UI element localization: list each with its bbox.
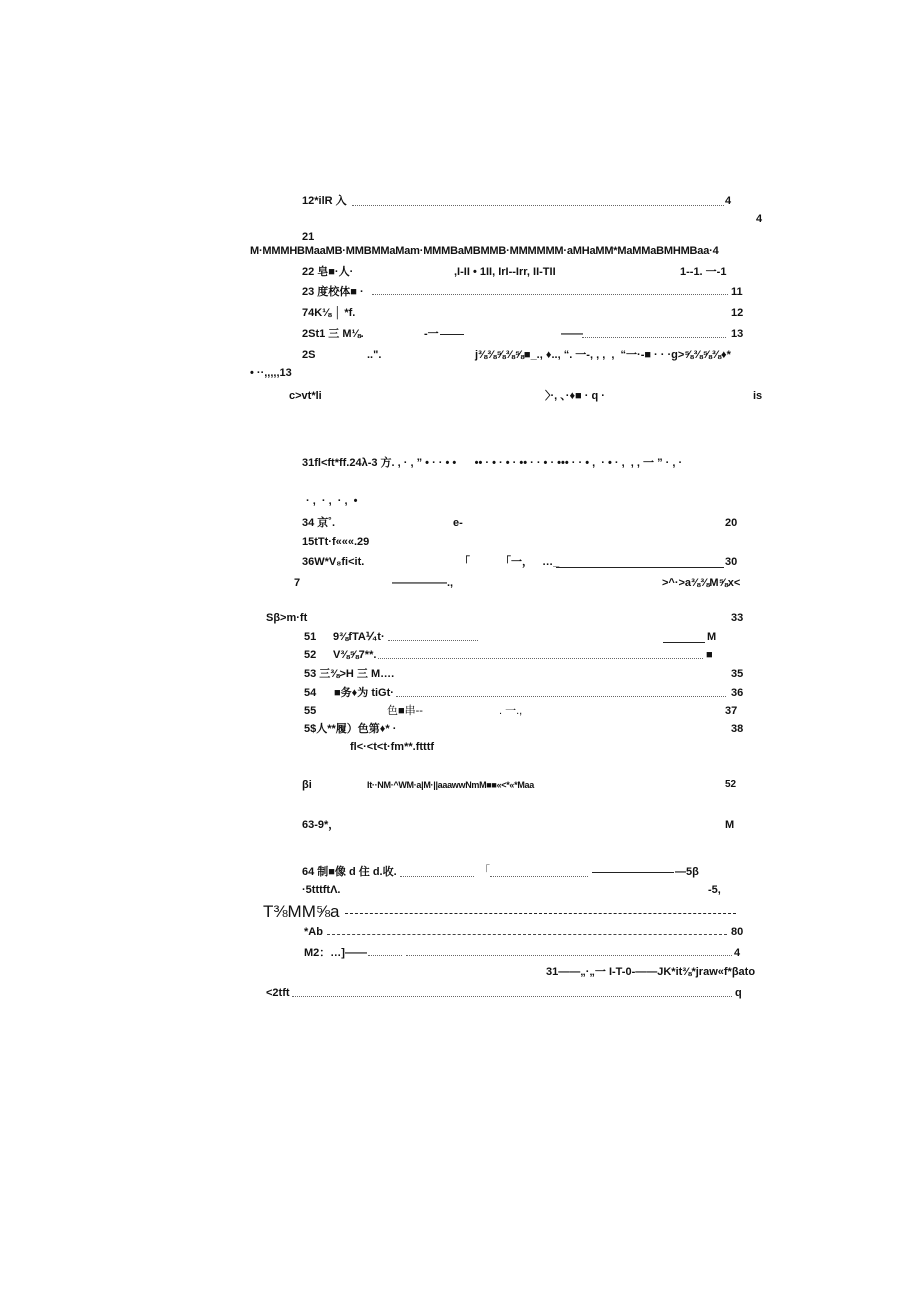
- toc-entry-text: ..".: [367, 349, 382, 361]
- toc-entry-text: —————.,: [392, 577, 454, 589]
- dot-leader: [396, 696, 726, 697]
- toc-entry-text: e-: [453, 517, 463, 529]
- toc-entry-label: βi: [302, 779, 312, 791]
- toc-entry-label: 15tTt·f«««.29: [302, 536, 370, 548]
- toc-entry-label: 22 皂■·人·: [302, 266, 354, 278]
- dot-leader: [378, 658, 703, 659]
- rule: [592, 872, 674, 873]
- toc-entry-label: 36W*V₈fi<it.: [302, 556, 365, 568]
- toc-entry-number: 55: [304, 705, 317, 717]
- toc-entry-number: 52: [304, 649, 317, 661]
- toc-entry-number: 54: [304, 687, 317, 699]
- toc-page-number: 33: [731, 612, 744, 624]
- toc-entry-label: 12*ilR 入: [302, 195, 347, 207]
- toc-entry-label: 7: [294, 577, 301, 589]
- toc-entry-label: 2St1 三 M⅛.: [302, 328, 364, 340]
- toc-entry-label: ■务♦为 tiGt·: [334, 687, 394, 699]
- toc-entry-label: 9⅜fTA⅟₄t·: [333, 631, 385, 643]
- toc-entry-text: j⅜⅜⅝⅜⅝■_., ♦.., “. 一-, , , , “一·-■ · · ·g>⅝⅜⅝⅜♦*: [475, 349, 731, 361]
- toc-page-number: -5,: [708, 884, 721, 896]
- toc-entry-label: c>vt*li: [289, 390, 322, 402]
- dot-leader: [490, 876, 588, 877]
- toc-entry-text: 31——„·„一 I-T-0-——JK*it⅜*jraw«f*βato: [546, 966, 756, 978]
- toc-entry-text: 「: [479, 865, 490, 877]
- toc-entry-text: >^·>a⅜⅜M⅝x<: [662, 577, 741, 589]
- toc-page-number: q: [735, 987, 742, 999]
- toc-entry-text: ,I-II • 1II, IrI--Irr, II-TII: [454, 266, 556, 278]
- dot-leader: [388, 640, 478, 641]
- rule: [663, 642, 705, 643]
- toc-entry-label: <2tft: [266, 987, 290, 999]
- dot-leader: [327, 934, 727, 935]
- toc-entry-label: Sβ>m·ft: [266, 612, 308, 624]
- toc-entry-label: 31fl<ft*ff.24λ-3 方. , · , ” • · · • • •• · • · • · •• · · • · ••• · · • , · • · , , , 一 ” · , ·: [302, 457, 683, 469]
- toc-entry-label: T⅜MM⅝a: [263, 902, 340, 921]
- toc-entry-text: -一: [424, 328, 439, 340]
- toc-entry-label: M·MMMHBMaaMB·MMBMMaMam·MMMBaMBMMB·MMMMMM·aMHaMM*MaMMaBMHMBaa·4: [250, 245, 719, 257]
- toc-entry-label: fl<·<t<t·fm**.ftttf: [350, 741, 435, 753]
- toc-page-number: 4: [725, 195, 732, 207]
- toc-page-number: 36: [731, 687, 744, 699]
- dot-leader: [292, 996, 732, 997]
- toc-page-number: 52: [725, 779, 737, 790]
- toc-entry-text: • ··,,,,,13: [250, 367, 292, 379]
- toc-entry-text: · , · , · , •: [306, 495, 358, 507]
- toc-entry-text: 〉·, 、·♦■ · q ·: [545, 390, 605, 402]
- dot-leader: [406, 955, 732, 956]
- toc-entry-label: 74K⅛ │ *f.: [302, 307, 356, 319]
- toc-page-number: 38: [731, 723, 744, 735]
- toc-page-number: 20: [725, 517, 738, 529]
- dot-leader: [372, 294, 728, 295]
- rule: [556, 567, 724, 568]
- toc-entry-text: 「一， …_: [500, 556, 560, 568]
- dot-leader: [368, 955, 402, 956]
- toc-page-number: 4: [734, 947, 741, 959]
- toc-page-number: 1--1. 一-1: [680, 266, 727, 278]
- toc-entry-text: 色■串--: [387, 705, 423, 717]
- toc-page-number: M: [707, 631, 717, 643]
- dot-leader: [400, 876, 474, 877]
- toc-entry-label: 64 制■像 d 住 d.收.: [302, 866, 397, 878]
- toc-entry-label: V⅜⅝7**.: [333, 649, 377, 661]
- toc-entry-text: It··NM·^WM·a|M·||aaawwNmM■■«<*«*Maa: [367, 780, 534, 790]
- toc-page-number: 35: [731, 668, 744, 680]
- toc-entry-text: ——: [561, 328, 583, 340]
- toc-entry-label: ·5tttftΛ.: [302, 884, 341, 896]
- toc-entry-number: 51: [304, 631, 317, 643]
- toc-page-number: 13: [731, 328, 744, 340]
- toc-page-number: ■: [706, 649, 713, 661]
- toc-page-number: 30: [725, 556, 738, 568]
- toc-page-number: 12: [731, 307, 744, 319]
- dot-leader: [352, 205, 724, 206]
- toc-entry-label: *Ab: [304, 926, 323, 938]
- rule: [345, 913, 736, 914]
- dot-leader: [582, 337, 726, 338]
- toc-entry-text: 「: [459, 556, 470, 568]
- toc-entry-label: 34 京˚.: [302, 517, 336, 529]
- toc-entry-label: 53 三⅜>H 三 M….: [304, 668, 395, 680]
- toc-entry-label: 21: [302, 231, 315, 243]
- rule: [440, 334, 464, 335]
- toc-page-number: 4: [756, 213, 763, 225]
- toc-entry-label: 2S: [302, 349, 316, 361]
- toc-entry-label: 23 度校体■ ·: [302, 286, 364, 298]
- toc-entry-label: 63-9*，: [302, 819, 340, 831]
- toc-page-number: —5β: [675, 866, 699, 878]
- toc-entry-label: 5$人**履）色第♦* ·: [304, 723, 397, 735]
- toc-entry-label: M2：…]——: [304, 947, 367, 959]
- toc-entry-text: . 一.,: [499, 705, 523, 717]
- toc-page-number: 37: [725, 705, 738, 717]
- toc-page-number: M: [725, 819, 735, 831]
- toc-page-number: is: [753, 390, 763, 402]
- toc-page-number: 80: [731, 926, 744, 938]
- toc-page-number: 11: [731, 286, 743, 298]
